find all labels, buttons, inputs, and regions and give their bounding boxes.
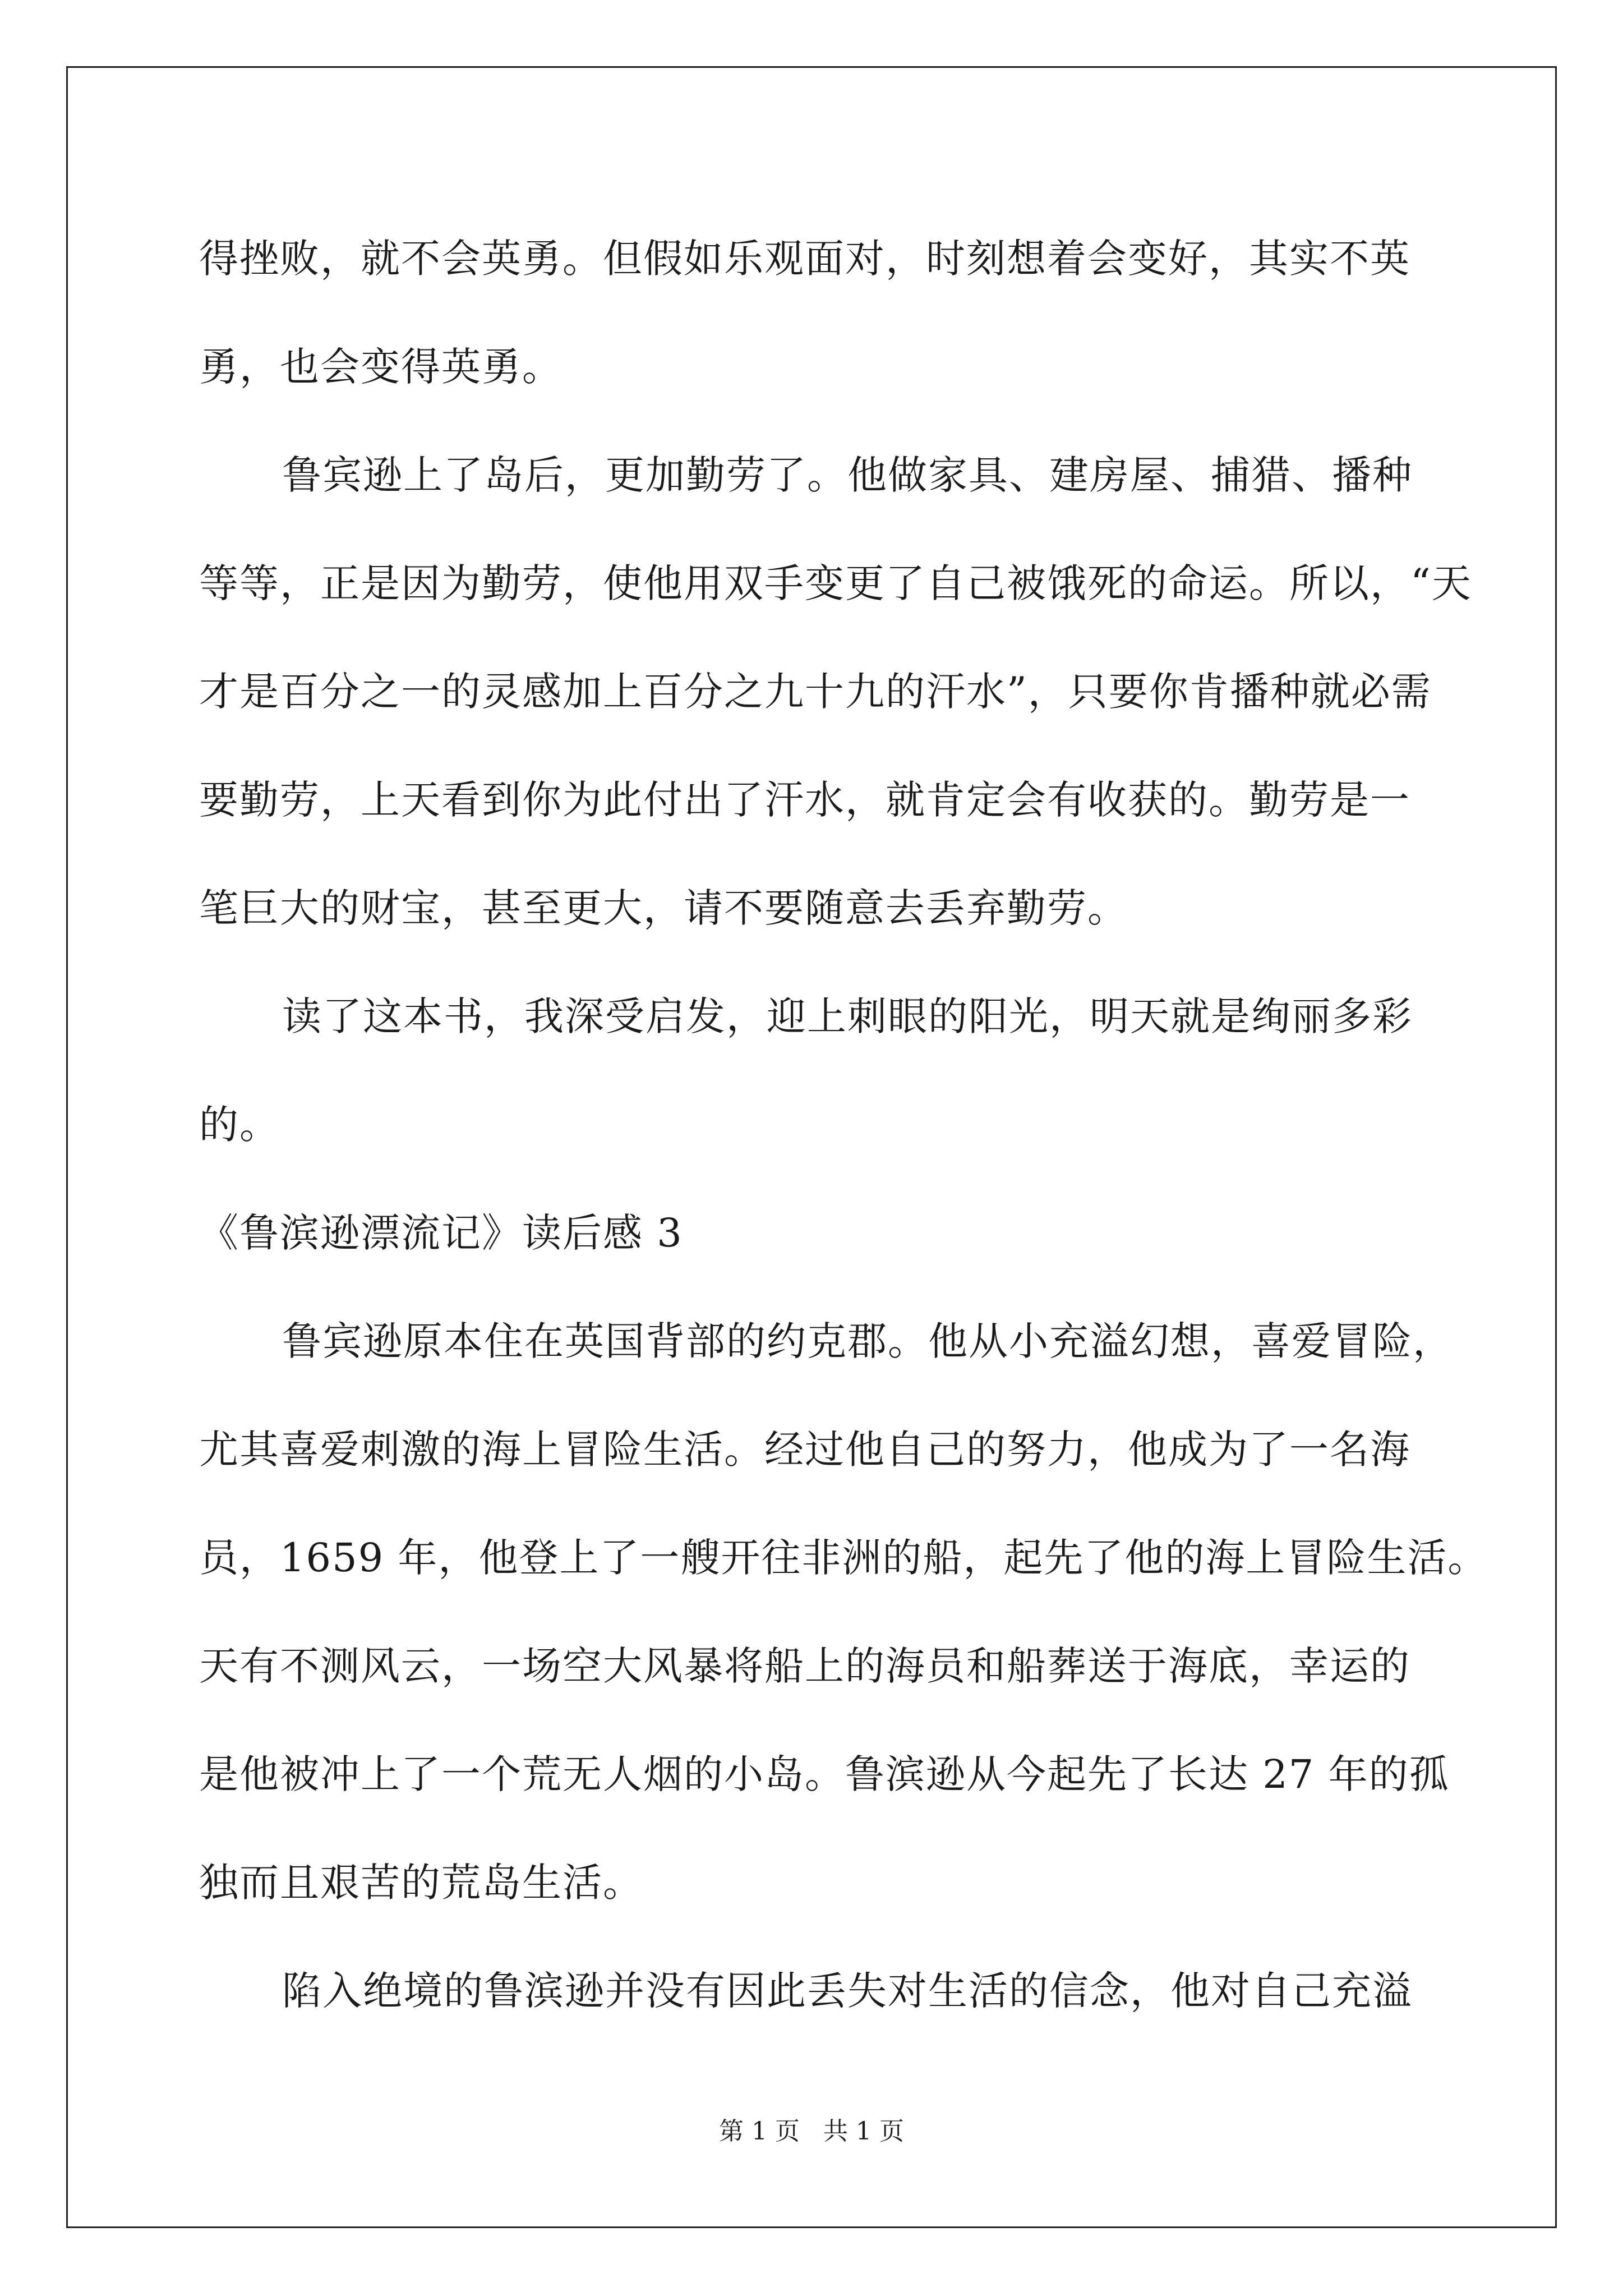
section-heading: 《鲁滨逊漂流记》读后感 3 — [199, 1210, 683, 1256]
text-line: 员，1659 年，他登上了一艘开往非洲的船，起先了他的海上冒险生活。 — [199, 1535, 1488, 1581]
text-line: 读了这本书，我深受启发，迎上刺眼的阳光，明天就是绚丽多彩 — [282, 993, 1413, 1039]
text-line: 独而且艰苦的荒岛生活。 — [199, 1860, 643, 1906]
text-line: 是他被冲上了一个荒无人烟的小岛。鲁滨逊从今起先了长达 27 年的孤 — [199, 1751, 1450, 1797]
page-footer: 第 1 页 共 1 页 — [719, 2117, 904, 2146]
text-line: 尤其喜爱刺激的海上冒险生活。经过他自己的努力，他成为了一名海 — [199, 1427, 1410, 1473]
text-line: 的。 — [199, 1102, 280, 1148]
text-line: 笔巨大的财宝，甚至更大，请不要随意去丢弃勤劳。 — [199, 885, 1128, 931]
text-line: 要勤劳，上天看到你为此付出了汗水，就肯定会有收获的。勤劳是一 — [199, 777, 1410, 823]
text-line: 勇，也会变得英勇。 — [199, 344, 562, 390]
text-line: 天有不测风云，一场空大风暴将船上的海员和船葬送于海底，幸运的 — [199, 1643, 1410, 1689]
text-line: 鲁宾逊上了岛后，更加勤劳了。他做家具、建房屋、捕猎、播种 — [282, 452, 1413, 498]
document-body — [199, 205, 1488, 2045]
text-line: 才是百分之一的灵感加上百分之九十九的汗水”，只要你肯播种就必需 — [199, 669, 1432, 715]
text-line: 得挫败，就不会英勇。但假如乐观面对，时刻想着会变好，其实不英 — [199, 236, 1410, 282]
text-line: 等等，正是因为勤劳，使他用双手变更了自己被饿死的命运。所以，“天 — [199, 560, 1472, 606]
text-line: 鲁宾逊原本住在英国背部的约克郡。他从小充溢幻想，喜爱冒险， — [282, 1318, 1453, 1364]
text-line: 陷入绝境的鲁滨逊并没有因此丢失对生活的信念，他对自己充溢 — [282, 1968, 1413, 2014]
